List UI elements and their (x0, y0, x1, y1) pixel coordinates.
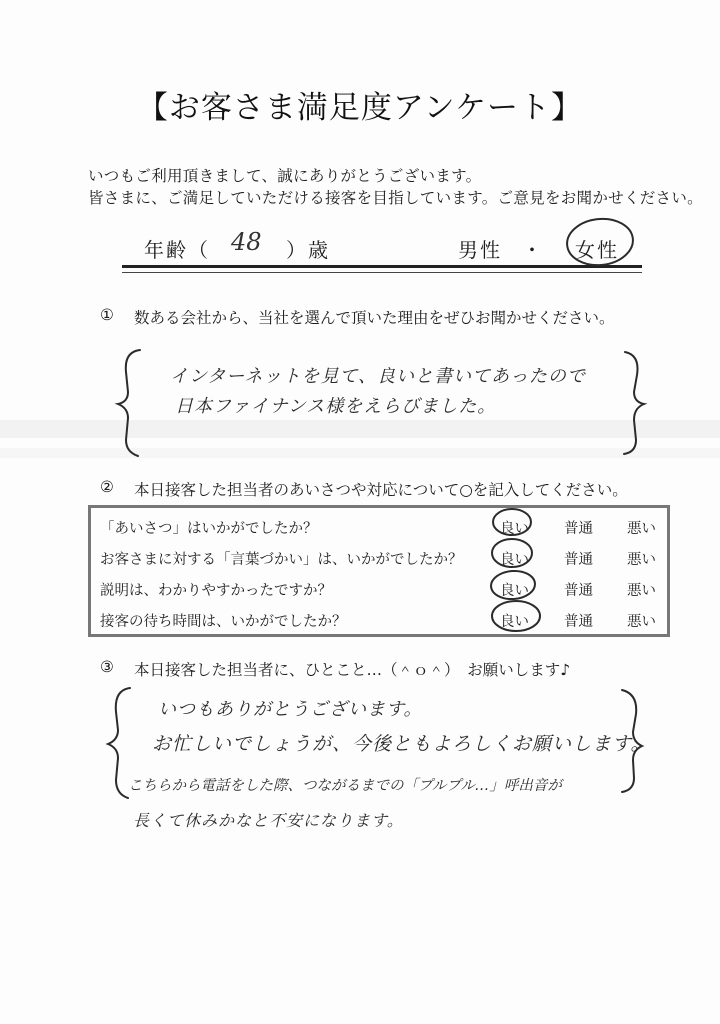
handwritten-answer-3-line-4[interactable]: 長くて休みかなと不安になります。 (133, 811, 404, 830)
rating-option-average[interactable]: 普通 (564, 521, 593, 537)
intro-line-1: いつもご利用頂きまして、誠にありがとうございます。 (88, 167, 482, 185)
rating-row (91, 541, 667, 572)
question-number: ① (100, 306, 114, 324)
rating-row (91, 572, 667, 603)
handwritten-answer-3-line-1[interactable]: いつもありがとうございます。 (158, 699, 423, 720)
rating-row (91, 603, 667, 634)
rating-option-good[interactable]: 良い (500, 614, 529, 630)
rating-question: お客さまに対する「言葉づかい」は、いかがでしたか？ (100, 552, 463, 568)
rating-option-average[interactable]: 普通 (564, 614, 593, 630)
brace-left-icon (118, 350, 140, 456)
age-suffix: ）歳 (286, 238, 330, 262)
brace-right-icon (624, 352, 644, 454)
rating-option-average[interactable]: 普通 (564, 552, 593, 568)
rating-row (91, 510, 667, 541)
rating-question: 「あいさつ」はいかがでしたか？ (100, 521, 318, 537)
rating-table (88, 505, 670, 637)
gender-option-female[interactable]: 女性 (575, 238, 619, 262)
divider (122, 272, 642, 273)
gender-option-male[interactable]: 男性 (458, 238, 502, 262)
age-value[interactable]: 48 (231, 228, 262, 256)
question-text: 数ある会社から、当社を選んで頂いた理由をぜひお聞かせください。 (134, 309, 615, 327)
intro-line-2: 皆さまに、ご満足していただける接客を目指しています。ご意見をお聞かせください。 (88, 189, 703, 207)
gender-separator: ・ (522, 238, 542, 262)
rating-option-good[interactable]: 良い (500, 583, 529, 599)
handwritten-answer-3-line-2[interactable]: お忙しいでしょうが、今後ともよろしくお願いします。 (152, 733, 651, 755)
rating-option-average[interactable]: 普通 (564, 583, 593, 599)
scan-smudge (0, 448, 720, 458)
question-text: 本日接客した担当者のあいさつや対応について○を記入してください。 (134, 481, 628, 499)
rating-option-bad[interactable]: 悪い (627, 552, 656, 568)
form-title: 【お客さま満足度アンケート】 (136, 90, 584, 126)
rating-question: 接客の待ち時間は、いかがでしたか？ (100, 614, 347, 630)
rating-option-bad[interactable]: 悪い (627, 614, 656, 630)
handwritten-answer-1-line-1[interactable]: インターネットを見て、良いと書いてあったので (170, 366, 586, 387)
scan-smudge (0, 420, 720, 438)
rating-option-bad[interactable]: 悪い (627, 521, 656, 537)
rating-question: 説明は、わかりやすかったですか？ (100, 583, 332, 599)
handwritten-answer-1-line-2[interactable]: 日本ファイナンス様をえらびました。 (175, 396, 497, 417)
question-number: ② (100, 478, 114, 496)
age-label: 年齢（ (144, 238, 210, 262)
brace-left-icon (108, 688, 130, 798)
rating-option-good[interactable]: 良い (500, 521, 529, 537)
handwritten-answer-3-line-3[interactable]: こちらから電話をした際、つながるまでの「プルプル…」呼出音が (128, 778, 562, 794)
divider (122, 265, 642, 268)
question-text: 本日接客した担当者に、ひとこと…（＾ｏ＾） お願いします♪ (134, 661, 571, 679)
question-number: ③ (100, 658, 114, 676)
rating-option-bad[interactable]: 悪い (627, 583, 656, 599)
rating-option-good[interactable]: 良い (500, 552, 529, 568)
